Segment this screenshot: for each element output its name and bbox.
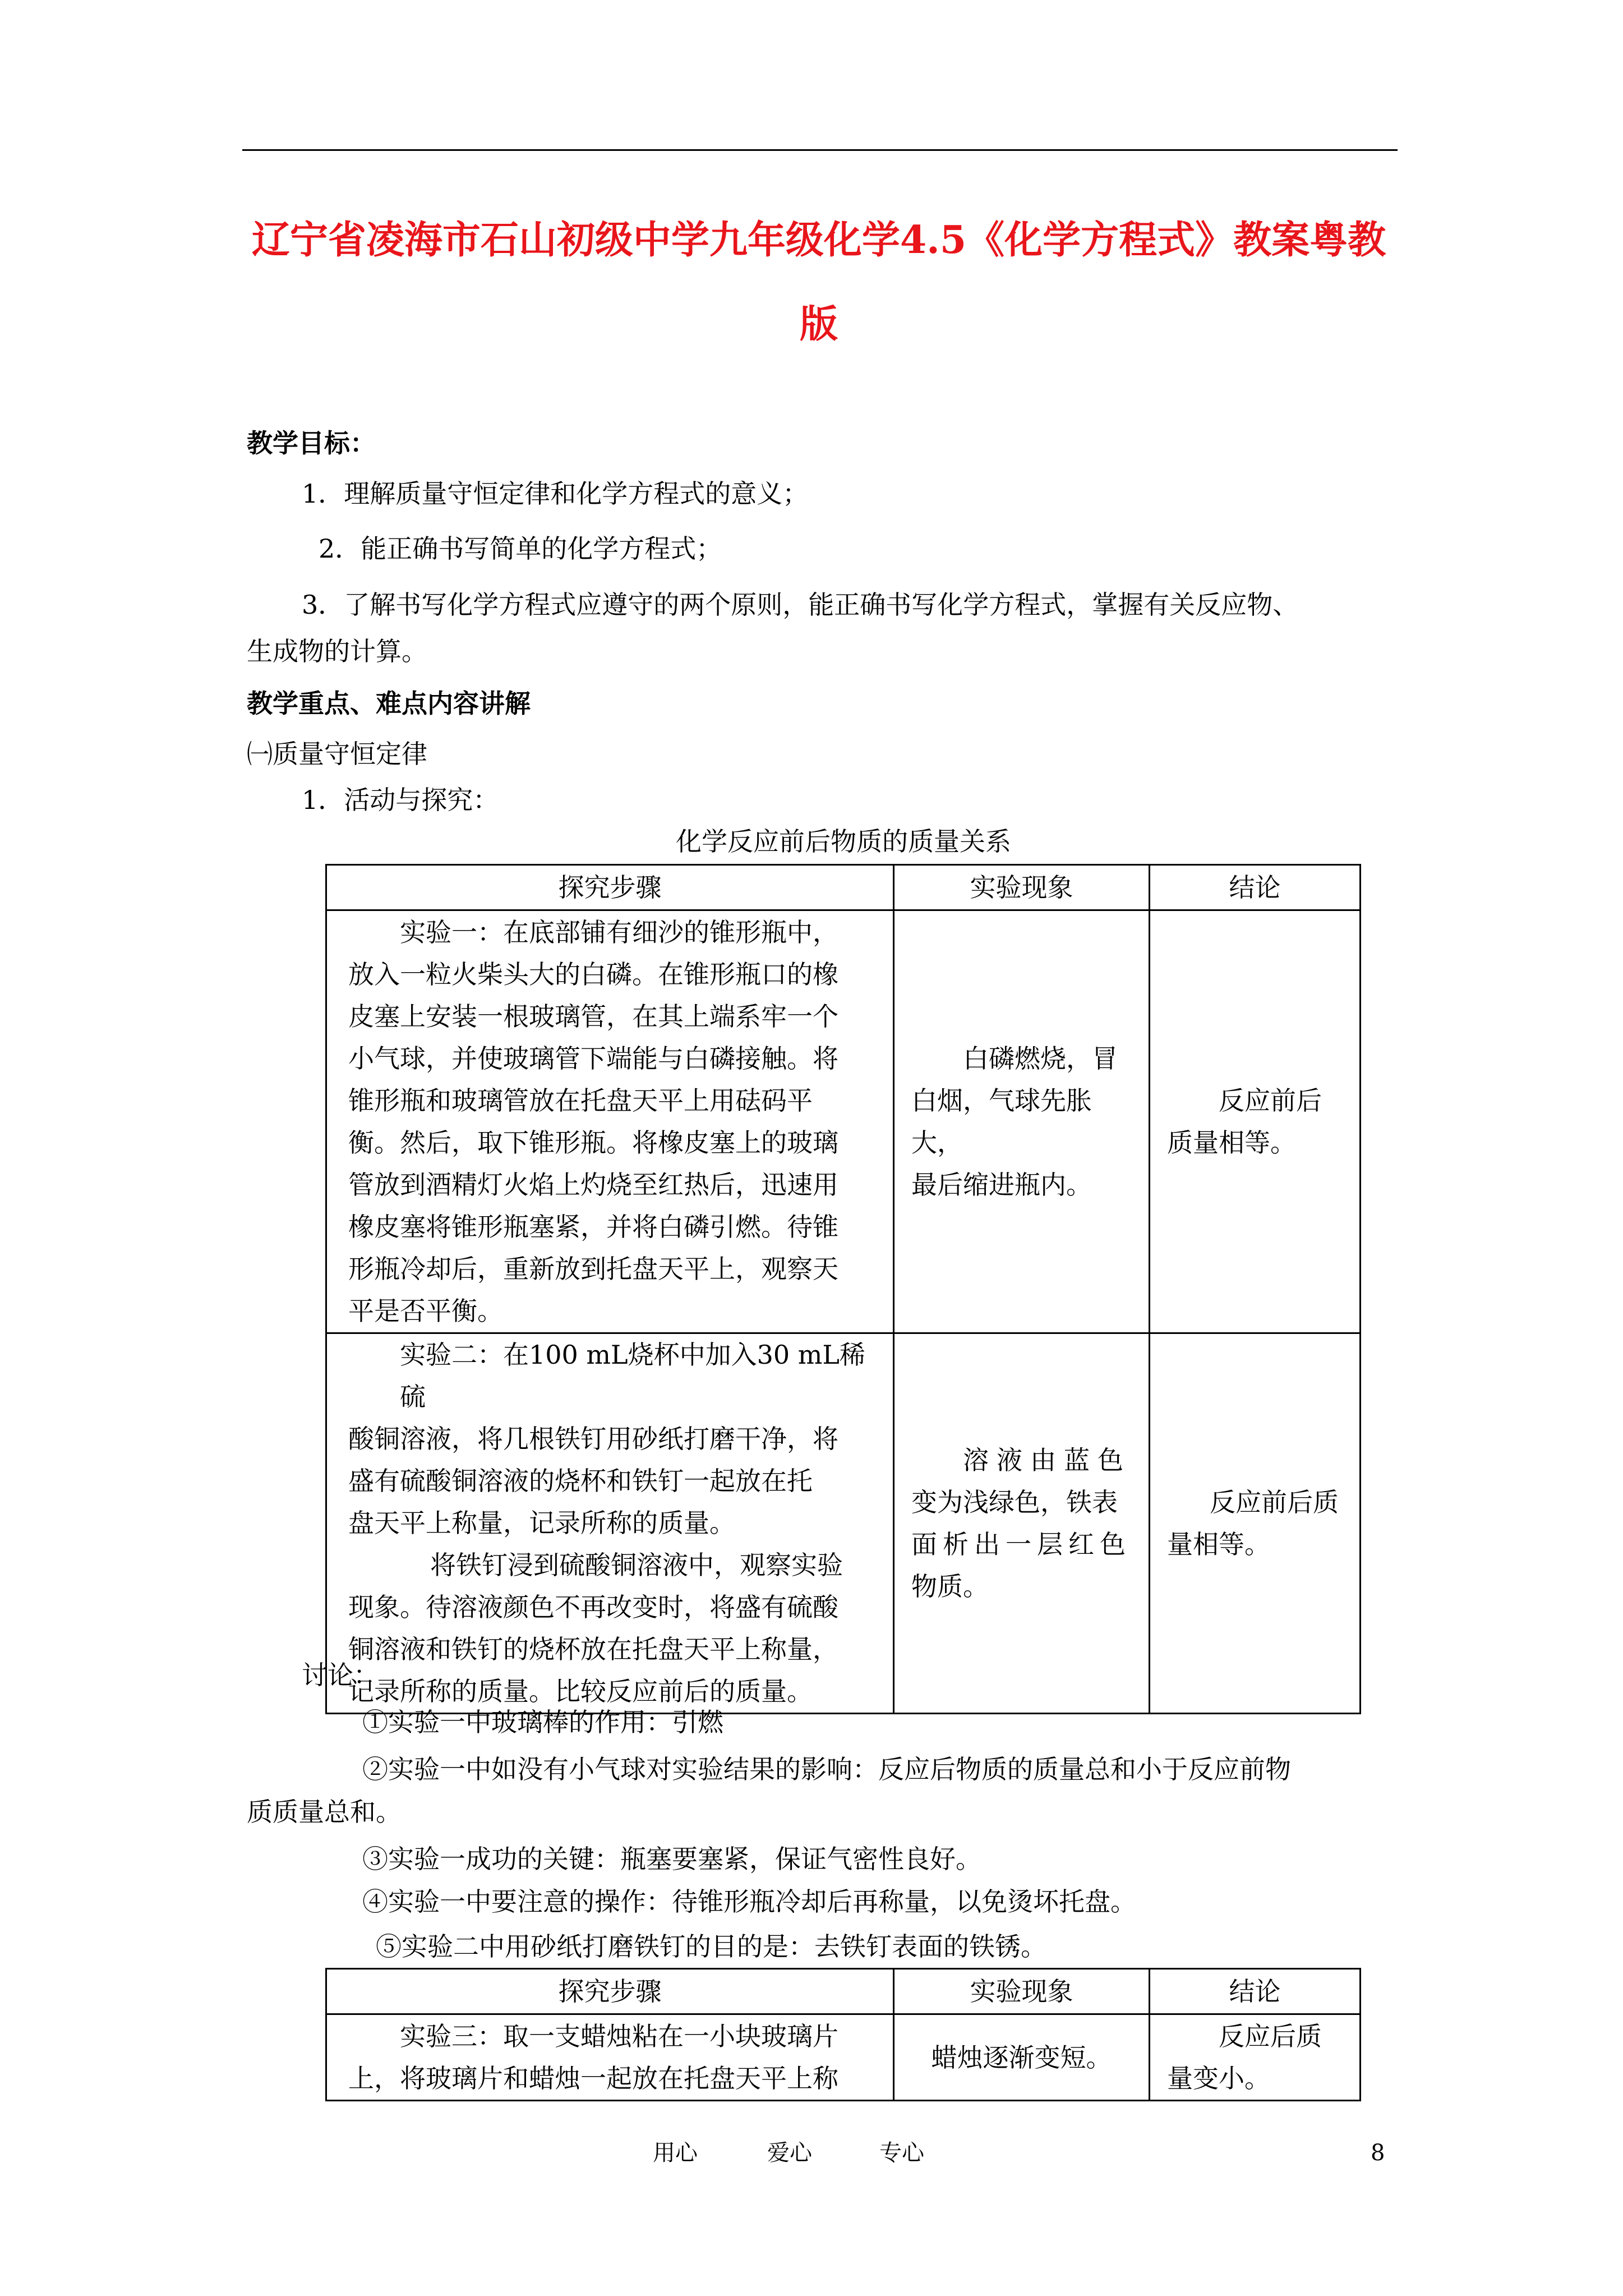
phenomenon-line: 面析出一层红色 — [911, 1529, 1131, 1559]
conclusion-line: 量变小。 — [1167, 2063, 1270, 2093]
phenomenon-line: 白烟，气球先胀大， — [911, 1085, 1092, 1158]
discussion-item: ②实验一中如没有小气球对实验结果的影响：反应后物质的质量总和小于反应前物 — [362, 1754, 1291, 1784]
objective-item: 2．能正确书写简单的化学方程式； — [319, 533, 722, 564]
experiment-2-steps — [326, 1333, 894, 1714]
column-header-phenomenon: 实验现象 — [894, 1969, 1150, 2014]
step-line: 平是否平衡。 — [348, 1295, 503, 1326]
experiment-3-conclusion — [1150, 2014, 1361, 2101]
experiment-2-conclusion — [1150, 1333, 1361, 1714]
table-mass-relationship — [325, 864, 1361, 1714]
objective-item-continued: 生成物的计算。 — [247, 636, 427, 666]
column-header-steps: 探究步骤 — [326, 1969, 894, 2014]
table-row-experiment-3 — [326, 2014, 1361, 2101]
discussion-item: ④实验一中要注意的操作：待锥形瓶冷却后再称量，以免烫坏托盘。 — [362, 1887, 1136, 1917]
step-line: 酸铜溶液，将几根铁钉用砂纸打磨干净，将 — [348, 1424, 838, 1454]
step-line: 盛有硫酸铜溶液的烧杯和铁钉一起放在托 — [348, 1466, 813, 1496]
document-title-line-2: 版 — [799, 302, 838, 347]
experiment-1-steps — [326, 910, 894, 1333]
column-header-steps: 探究步骤 — [326, 865, 894, 910]
conclusion-line: 反应前后 — [1219, 1085, 1322, 1116]
phenomenon-line: 变为浅绿色，铁表 — [911, 1487, 1118, 1517]
step-line: 衡。然后，取下锥形瓶。将橡皮塞上的玻璃 — [348, 1127, 838, 1158]
experiment-1-phenomenon — [894, 910, 1150, 1333]
column-header-conclusion: 结论 — [1150, 865, 1361, 910]
step-line: 皮塞上安装一根玻璃管，在其上端系牢一个 — [348, 1001, 838, 1032]
header-rule — [242, 149, 1398, 151]
step-line: 小气球，并使玻璃管下端能与白磷接触。将 — [348, 1043, 838, 1074]
section-heading: ㈠质量守恒定律 — [247, 739, 427, 769]
step-line: 盘天平上称量，记录所称的质量。 — [348, 1508, 735, 1538]
step-line: 锥形瓶和玻璃管放在托盘天平上用砝码平 — [348, 1085, 813, 1116]
step-line: 放入一粒火柴头大的白磷。在锥形瓶口的橡 — [348, 959, 838, 990]
conclusion-line: 量相等。 — [1167, 1529, 1270, 1559]
table-row-experiment-1 — [326, 910, 1361, 1333]
discussion-heading: 讨论： — [302, 1660, 379, 1690]
step-line: 实验一：在底部铺有细沙的锥形瓶中， — [400, 917, 838, 947]
step-line: 实验三：取一支蜡烛粘在一小块玻璃片 — [400, 2021, 838, 2051]
section-subheading: 1．活动与探究： — [302, 785, 499, 815]
table-header-row — [326, 1969, 1361, 2014]
page-number: 8 — [1371, 2140, 1385, 2166]
conclusion-line: 质量相等。 — [1167, 1127, 1296, 1158]
phenomenon-line: 白磷燃烧，冒 — [963, 1043, 1118, 1074]
experiment-1-conclusion — [1150, 910, 1361, 1333]
objective-item: 3．了解书写化学方程式应遵守的两个原则，能正确书写化学方程式，掌握有关反应物、 — [302, 590, 1299, 620]
footer-text: 专心 — [879, 2140, 924, 2166]
phenomenon-line: 最后缩进瓶内。 — [911, 1169, 1092, 1200]
phenomenon-line: 溶液由蓝色 — [963, 1444, 1131, 1475]
experiment-3-steps — [326, 2014, 894, 2101]
document-title-line-1: 辽宁省凌海市石山初级中学九年级化学4.5《化学方程式》教案粤教 — [251, 218, 1386, 263]
phenomenon-line: 物质。 — [911, 1571, 989, 1602]
conclusion-line: 反应后质 — [1219, 2021, 1322, 2051]
discussion-item: ①实验一中玻璃棒的作用：引燃 — [362, 1707, 723, 1737]
step-line: 现象。待溶液颜色不再改变时，将盛有硫酸 — [348, 1592, 838, 1622]
step-line: 将铁钉浸到硫酸铜溶液中，观察实验 — [430, 1550, 843, 1580]
experiment-3-phenomenon: 蜡烛逐渐变短。 — [894, 2014, 1150, 2101]
objectives-heading: 教学目标： — [247, 428, 376, 458]
column-header-phenomenon: 实验现象 — [894, 865, 1150, 910]
column-header-conclusion: 结论 — [1150, 1969, 1361, 2014]
experiment-2-phenomenon — [894, 1333, 1150, 1714]
step-line: 形瓶冷却后，重新放到托盘天平上，观察天 — [348, 1253, 838, 1284]
discussion-item-continued: 质质量总和。 — [247, 1797, 402, 1827]
step-line: 记录所称的质量。比较反应前后的质量。 — [348, 1676, 813, 1706]
discussion-item: ③实验一成功的关键：瓶塞要塞紧，保证气密性良好。 — [362, 1844, 981, 1874]
table-row-experiment-2 — [326, 1333, 1361, 1714]
footer-text: 爱心 — [767, 2140, 812, 2166]
step-line: 铜溶液和铁钉的烧杯放在托盘天平上称量， — [348, 1634, 838, 1664]
table-caption: 化学反应前后物质的质量关系 — [676, 826, 1011, 857]
step-line: 实验二：在100 mL烧杯中加入30 mL稀硫 — [400, 1340, 865, 1412]
step-line: 上，将玻璃片和蜡烛一起放在托盘天平上称 — [348, 2063, 838, 2093]
discussion-item: ⑤实验二中用砂纸打磨铁钉的目的是：去铁钉表面的铁锈。 — [376, 1931, 1046, 1962]
conclusion-line: 反应前后质 — [1210, 1487, 1339, 1517]
step-line: 橡皮塞将锥形瓶塞紧，并将白磷引燃。待锥 — [348, 1211, 838, 1242]
step-line: 管放到酒精灯火焰上灼烧至红热后，迅速用 — [348, 1169, 838, 1200]
table-header-row — [326, 865, 1361, 910]
objective-item: 1．理解质量守恒定律和化学方程式的意义； — [302, 478, 809, 509]
table-experiment-3 — [325, 1968, 1361, 2101]
footer-text: 用心 — [653, 2140, 698, 2166]
key-points-heading: 教学重点、难点内容讲解 — [247, 688, 531, 719]
